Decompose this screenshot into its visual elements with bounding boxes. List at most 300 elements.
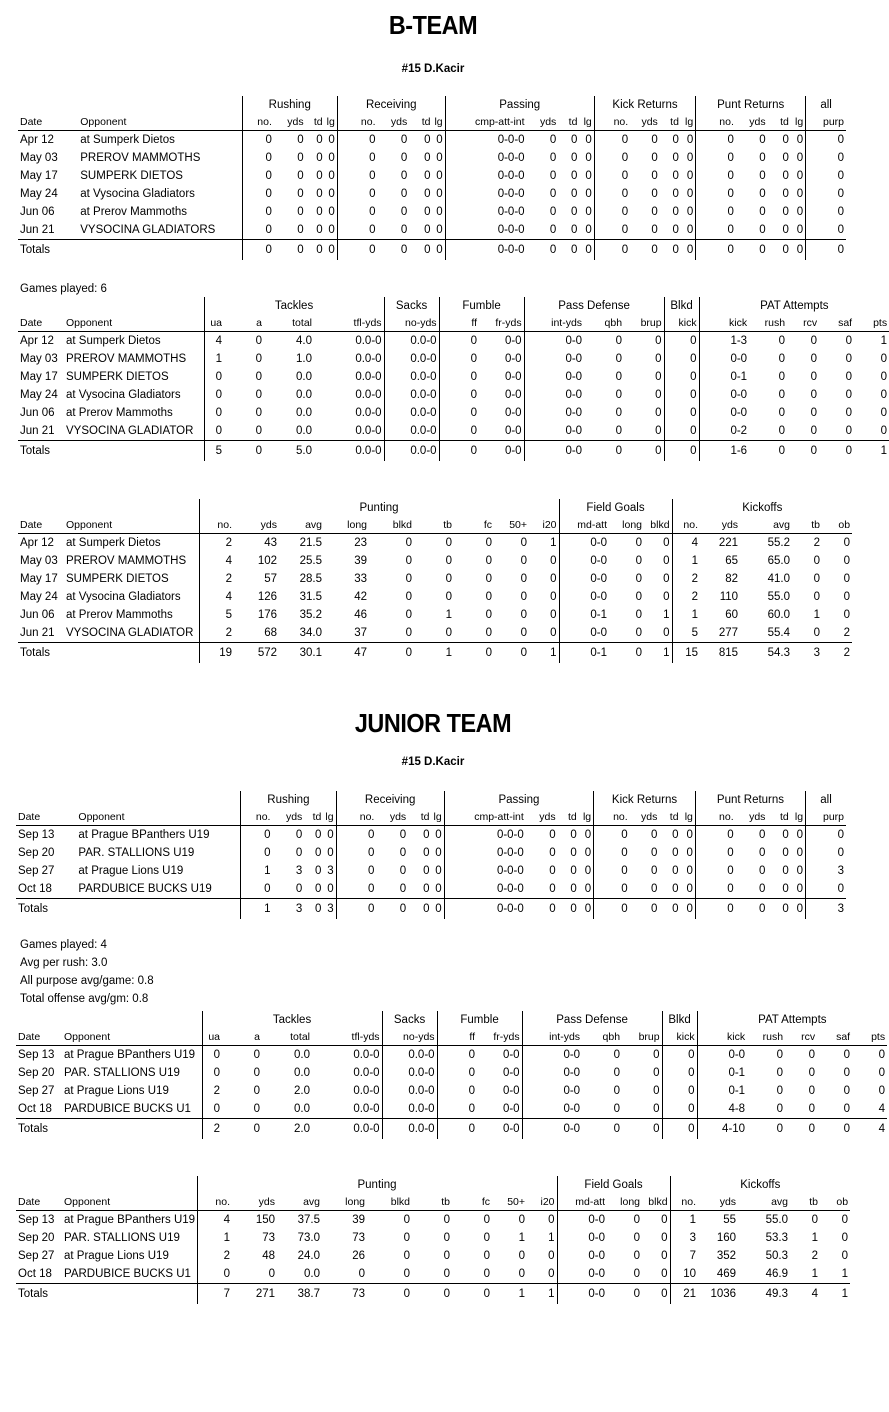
stat-cell: 0 <box>369 624 414 643</box>
total-cell: 0 <box>633 1288 640 1300</box>
stat-cell: 50.3 <box>765 1250 789 1262</box>
column-header: Opponent <box>76 809 240 826</box>
column-header: pts <box>854 315 889 332</box>
stat-cell: 0 <box>806 203 846 221</box>
stat-cell: 37 <box>324 624 369 643</box>
column-group-label: Fumble <box>437 1011 522 1029</box>
stat-cell: 0 <box>594 880 630 899</box>
totals-row <box>16 899 846 920</box>
total-cell: 1 <box>548 1288 555 1300</box>
column-header: brup <box>624 315 664 332</box>
column-header: rcv <box>785 1029 817 1046</box>
stat-cell: 0 <box>316 188 323 200</box>
stat-cell: 1 <box>880 335 888 347</box>
stat-cell: 2.0 <box>294 1085 310 1097</box>
column-header: Date <box>18 315 64 332</box>
game-date: Jun 21 <box>18 221 78 240</box>
column-header-row <box>16 1194 850 1211</box>
total-cell: 7 <box>197 1284 232 1305</box>
table-row <box>18 606 852 624</box>
column-header: fc <box>454 517 494 534</box>
stat-cell: 0 <box>443 1232 450 1244</box>
stat-cell: 68 <box>234 624 279 643</box>
stat-cell: 5 <box>672 624 700 643</box>
column-group-row <box>16 1011 887 1029</box>
stat-cell: 0 <box>686 865 693 877</box>
opponent-name: SUMPERK DIETOS <box>66 371 169 383</box>
stat-cell: 0 <box>520 537 527 549</box>
stat-cell: 0 <box>204 422 224 441</box>
stat-cell: 0-0 <box>502 1085 520 1097</box>
stat-cell: 0 <box>435 847 442 859</box>
stat-cell: 0 <box>594 185 630 203</box>
total-cell: 0 <box>443 1288 450 1300</box>
game-date: Oct 18 <box>16 880 76 899</box>
stat-cell: 0 <box>736 221 768 240</box>
stat-cell: 0-0 <box>524 332 584 351</box>
stat-cell: 0 <box>579 221 594 240</box>
stat-cell: 2 <box>811 1250 819 1262</box>
opponent-name: PARDUBICE BUCKS U19 <box>76 880 240 899</box>
stat-cell: 0 <box>615 371 623 383</box>
total-cell: 0 <box>483 1288 490 1300</box>
stat-cell: 0 <box>253 1049 260 1061</box>
table-row <box>16 844 846 862</box>
game-date: Sep 13 <box>18 1049 55 1061</box>
stat-cell: 0 <box>520 555 527 567</box>
stat-cell: 0-0 <box>522 1064 582 1082</box>
stat-cell: 0 <box>314 829 322 841</box>
stat-cell: 0 <box>328 170 335 182</box>
stat-cell: 0 <box>664 368 699 386</box>
stat-cell: 42 <box>354 591 367 603</box>
stat-cell: 0 <box>696 203 736 221</box>
stat-cell: 0 <box>615 335 623 347</box>
column-header: yds <box>378 114 410 131</box>
total-cell: 0 <box>314 903 322 915</box>
stat-cell: 0 <box>579 880 594 899</box>
total-cell: 1 <box>880 445 888 457</box>
game-date: May 17 <box>20 170 58 182</box>
stat-cell: 0 <box>806 880 846 899</box>
game-date: Jun 06 <box>20 407 55 419</box>
stat-cell: 0-0-0 <box>444 880 526 899</box>
stat-cell: 0 <box>435 865 442 877</box>
column-header: total <box>262 1029 312 1046</box>
column-header: no. <box>241 809 273 826</box>
stat-cell: 2 <box>672 570 700 588</box>
column-header: td <box>558 114 579 131</box>
stat-cell: 0 <box>635 609 642 621</box>
stat-cell: 0 <box>403 1232 410 1244</box>
total-cell: 0 <box>594 899 630 920</box>
stat-cell: 53.3 <box>765 1232 789 1244</box>
stat-cell: 0-0 <box>559 552 609 570</box>
stat-cell: 0 <box>443 1214 450 1226</box>
stat-cell: 0-0 <box>524 368 584 386</box>
stat-cell: 1 <box>672 606 700 624</box>
stat-cell: 0-0 <box>699 350 749 368</box>
stat-cell: 60.0 <box>767 609 791 621</box>
column-header: lg <box>681 809 696 826</box>
total-cell: 0 <box>759 903 766 915</box>
stat-cell: 0 <box>436 170 443 182</box>
stat-cell: 0 <box>483 1232 490 1244</box>
column-header: Date <box>16 809 76 826</box>
stat-cell: 55.2 <box>767 537 791 549</box>
total-cell: 0 <box>549 244 557 256</box>
stat-cell: 0 <box>768 221 791 240</box>
total-cell: 3 <box>813 647 821 659</box>
table-row <box>18 368 889 386</box>
stat-cell: 0 <box>651 206 658 218</box>
stat-cell: 0.0-0 <box>312 1100 382 1119</box>
total-cell: 0 <box>796 244 804 256</box>
total-cell: 0 <box>571 244 578 256</box>
stat-cell: 0 <box>550 555 557 567</box>
column-header: md-att <box>557 1194 607 1211</box>
table-row <box>18 534 852 553</box>
stat-cell: 0 <box>400 188 408 200</box>
total-cell: 0 <box>664 441 699 462</box>
stat-cell: 0 <box>635 591 642 603</box>
total-cell: 0 <box>297 244 304 256</box>
stat-cell: 0 <box>594 167 630 185</box>
total-cell: 572 <box>257 647 277 659</box>
table-row <box>18 624 852 643</box>
stat-cell: 0 <box>585 134 592 146</box>
stat-cell: 0.0 <box>264 422 314 441</box>
stat-cell: 31.5 <box>299 591 322 603</box>
stat-cell: 0 <box>615 353 623 365</box>
stat-cell: 0 <box>695 844 735 862</box>
stat-cell: 0 <box>202 1064 222 1082</box>
stat-cell: 0 <box>328 188 335 200</box>
stat-cell: 0 <box>424 152 431 164</box>
stat-cell: 0 <box>439 386 479 404</box>
stat-cell: 0 <box>485 609 492 621</box>
stat-cell: 0 <box>492 1265 527 1284</box>
total-cell: 0 <box>400 244 408 256</box>
kicking-stats-table <box>16 1176 850 1304</box>
column-header: yds <box>272 809 304 826</box>
column-header: fc <box>452 1194 492 1211</box>
column-header: 50+ <box>494 517 529 534</box>
stat-cell: 0 <box>297 188 304 200</box>
column-group-row <box>16 791 846 809</box>
opponent-name: at Prerov Mammoths <box>80 206 187 218</box>
column-header: td <box>409 114 432 131</box>
stat-cell: 0 <box>686 847 693 859</box>
stat-cell: 0 <box>494 624 529 643</box>
stat-cell: 0 <box>316 170 323 182</box>
stat-cell: 0 <box>241 844 273 862</box>
total-cell <box>62 1284 197 1305</box>
column-header: brup <box>622 1029 662 1046</box>
stat-cell: 0 <box>255 335 262 347</box>
stat-cell: 0 <box>747 1100 785 1119</box>
stat-cell: 0 <box>615 407 623 419</box>
total-cell: 0.0-0 <box>382 1119 437 1140</box>
stat-cell: 1.0 <box>296 353 312 365</box>
total-cell: 47 <box>354 647 367 659</box>
stat-cell: 0 <box>518 1214 525 1226</box>
column-header-row <box>16 809 846 826</box>
total-cell: 0 <box>436 244 443 256</box>
stat-cell: 0 <box>594 826 630 845</box>
stat-cell: 0 <box>314 847 322 859</box>
stat-cell: 0 <box>663 555 670 567</box>
stat-cell: 0 <box>622 1100 662 1119</box>
stat-cell: 0 <box>672 134 679 146</box>
total-cell: 0-0 <box>502 1123 520 1135</box>
column-header: yds <box>698 1194 738 1211</box>
stat-cell: 0 <box>787 422 819 441</box>
stat-cell: 0 <box>843 609 851 621</box>
column-header: Date <box>18 114 78 131</box>
column-header: md-att <box>559 517 609 534</box>
kicking-stats-table <box>18 499 852 663</box>
game-date: Sep 20 <box>18 1067 55 1079</box>
stat-cell: 0 <box>785 1100 817 1119</box>
column-header: Opponent <box>62 1029 202 1046</box>
total-cell: 0 <box>796 903 804 915</box>
game-date: Oct 18 <box>16 1100 62 1119</box>
stat-cell: 0 <box>408 880 431 899</box>
stat-cell: 0-1 <box>697 1064 747 1082</box>
stat-cell: 0-0 <box>557 1211 607 1230</box>
stat-cell: 0 <box>778 389 786 401</box>
stat-cell: 0 <box>663 591 670 603</box>
column-header: tb <box>414 517 454 534</box>
column-header: tfl-yds <box>314 315 384 332</box>
stat-cell: 0 <box>759 152 766 164</box>
stat-cell: 0 <box>810 353 818 365</box>
stat-cell: 0 <box>624 422 664 441</box>
total-cell: 0 <box>253 1123 260 1135</box>
total-cell: 0 <box>435 903 442 915</box>
stat-cell: 0 <box>810 389 818 401</box>
column-header: yds <box>630 114 660 131</box>
stat-cell: 0 <box>378 221 410 240</box>
column-header: no-yds <box>382 1029 437 1046</box>
stat-cell: 0 <box>878 1067 886 1079</box>
stat-cell: 0 <box>653 1067 660 1079</box>
game-date: Apr 12 <box>20 134 54 146</box>
stat-cell: 0 <box>782 865 789 877</box>
stat-cell: 0 <box>399 829 407 841</box>
stat-cell: 0 <box>811 1214 819 1226</box>
stat-cell: 0 <box>880 371 888 383</box>
stat-cell: 0 <box>570 865 577 877</box>
column-header: kick <box>664 315 699 332</box>
column-header-row <box>18 114 846 131</box>
stat-cell: 2 <box>199 534 234 553</box>
stat-cell: 0 <box>672 170 679 182</box>
stat-cell: 0 <box>241 880 273 899</box>
stat-cell: 0 <box>412 1265 452 1284</box>
stat-cell: 0 <box>483 1250 490 1262</box>
stat-cell: 0 <box>297 206 304 218</box>
stat-cell: 0 <box>776 1049 784 1061</box>
total-cell: 2.0 <box>294 1123 310 1135</box>
column-group-label: Punting <box>199 499 559 517</box>
column-group-label: Passing <box>444 791 593 809</box>
stat-cell: 0 <box>594 203 630 221</box>
stat-cell: 0 <box>653 1049 660 1061</box>
stat-cell: 0 <box>399 865 407 877</box>
column-header: tfl-yds <box>312 1029 382 1046</box>
stat-cell: 0 <box>437 1046 477 1065</box>
stat-cell: 0 <box>635 573 642 585</box>
opponent-name: at Prerov Mammoths <box>66 407 173 419</box>
stat-cell: 0-0-0 <box>445 167 526 185</box>
stat-cell: 37.5 <box>297 1214 320 1226</box>
table-row <box>16 880 846 899</box>
stat-cell: 0 <box>841 1214 849 1226</box>
stat-cell: 0 <box>436 188 443 200</box>
stat-cell: 0 <box>695 862 735 880</box>
table-row <box>16 1046 887 1065</box>
stat-cell: 0 <box>584 829 592 841</box>
note-line: All purpose avg/game: 0.8 <box>20 975 154 987</box>
column-header: lg <box>323 809 336 826</box>
stat-cell: 0 <box>529 624 559 643</box>
stat-cell: 0.0 <box>294 1049 310 1061</box>
stat-cell: 0 <box>681 221 696 240</box>
stat-cell: 0 <box>452 1265 492 1284</box>
column-group-label: Tackles <box>202 1011 382 1029</box>
table-row <box>18 221 846 240</box>
stat-cell: 0 <box>550 591 557 603</box>
stat-cell: 469 <box>698 1265 738 1284</box>
stat-cell: 0-0 <box>524 404 584 422</box>
stat-cell: 0 <box>424 206 431 218</box>
total-cell: 0 <box>843 1123 851 1135</box>
stat-cell: 1 <box>672 552 700 570</box>
totals-label: Totals <box>20 647 51 659</box>
total-cell: 0 <box>255 445 262 457</box>
opponent-name: SUMPERK DIETOS <box>80 170 183 182</box>
total-cell: 0-1 <box>559 643 609 664</box>
stat-cell: 0 <box>635 537 642 549</box>
table-row <box>16 1247 850 1265</box>
opponent-name: PREROV MAMMOTHS <box>80 152 201 164</box>
total-cell: 1 <box>841 1288 849 1300</box>
stat-cell: 0.0 <box>296 371 312 383</box>
stat-cell: 1 <box>518 1232 525 1244</box>
stat-cell: 0 <box>584 847 592 859</box>
stat-cell: 0 <box>613 1085 621 1097</box>
column-header: Opponent <box>62 1194 197 1211</box>
stat-cell: 0 <box>255 389 262 401</box>
stat-cell: 221 <box>718 537 739 549</box>
column-header: tb <box>790 1194 820 1211</box>
total-cell: 0.0-0 <box>353 1123 380 1135</box>
total-cell: 19 <box>199 643 234 664</box>
column-group-label: Field Goals <box>557 1176 670 1194</box>
stat-cell: 0.0-0 <box>384 368 439 386</box>
stat-cell: 0 <box>242 149 274 167</box>
column-header: int-yds <box>522 1029 582 1046</box>
game-date: Apr 12 <box>20 335 54 347</box>
stat-cell: 0 <box>651 134 658 146</box>
stat-cell: 0-0 <box>504 389 522 401</box>
stat-cell: 0 <box>584 865 592 877</box>
column-header: saf <box>817 1029 852 1046</box>
stat-cell: 0 <box>655 353 662 365</box>
opponent-name: at Sumperk Dietos <box>66 537 161 549</box>
stat-cell: 0 <box>424 134 431 146</box>
table-row <box>18 386 889 404</box>
stat-cell: 0-0-0 <box>444 844 526 862</box>
stat-cell: 0 <box>423 865 430 877</box>
stat-cell: 4-8 <box>697 1100 747 1119</box>
offense-stats-table <box>16 791 846 919</box>
stat-cell: 0 <box>672 829 679 841</box>
stat-cell: 0 <box>635 555 642 567</box>
stat-cell: 0 <box>659 880 680 899</box>
column-group-label: Sacks <box>384 297 439 315</box>
stat-cell: 0-0-0 <box>445 131 526 150</box>
stat-cell: 0.0-0 <box>355 407 382 419</box>
total-cell: 0 <box>686 903 693 915</box>
stat-cell: 0-0-0 <box>444 826 526 845</box>
stat-cell: 2 <box>202 1082 222 1100</box>
stat-cell: 0 <box>686 206 694 218</box>
stat-cell: 0 <box>435 829 442 841</box>
stat-cell: 0 <box>376 880 408 899</box>
total-cell: 0 <box>594 240 630 261</box>
stat-cell: 0 <box>782 188 789 200</box>
stat-cell: 0 <box>813 591 821 603</box>
stat-cell: 0 <box>686 170 694 182</box>
stat-cell: 55.0 <box>767 591 791 603</box>
stat-cell: 0-0 <box>559 624 609 643</box>
stat-cell: 0 <box>644 624 672 643</box>
stat-cell: 0-0 <box>557 1265 607 1284</box>
stat-cell: 0-0 <box>502 1049 520 1061</box>
total-cell: 3 <box>295 903 303 915</box>
column-header: yds <box>736 114 768 131</box>
column-header: td <box>660 114 681 131</box>
game-date: Jun 06 <box>20 609 55 621</box>
stat-cell: 0 <box>845 371 853 383</box>
column-header: blkd <box>642 1194 670 1211</box>
stat-cell: 0 <box>316 152 323 164</box>
column-header: lg <box>791 809 806 826</box>
column-group-label: Pass Defense <box>524 297 664 315</box>
column-header: rush <box>749 315 787 332</box>
stat-cell: 1 <box>670 1211 698 1230</box>
stat-cell: 0 <box>661 1250 668 1262</box>
stat-cell: 0 <box>570 829 577 841</box>
total-cell: 2 <box>843 647 851 659</box>
game-date: May 17 <box>20 573 58 585</box>
stat-cell: 0 <box>550 609 557 621</box>
stat-cell: 7 <box>670 1247 698 1265</box>
total-cell: 0 <box>437 1119 477 1140</box>
column-header: no-yds <box>384 315 439 332</box>
game-date: Sep 27 <box>18 1250 55 1262</box>
total-cell: 38.7 <box>297 1288 320 1300</box>
stat-cell: 0 <box>810 407 818 419</box>
stat-cell: 3 <box>295 865 303 877</box>
stat-cell: 0.0-0 <box>384 332 439 351</box>
stat-cell: 1 <box>197 1229 232 1247</box>
total-cell: 0 <box>328 244 335 256</box>
opponent-name: PAR. STALLIONS U19 <box>64 1232 180 1244</box>
